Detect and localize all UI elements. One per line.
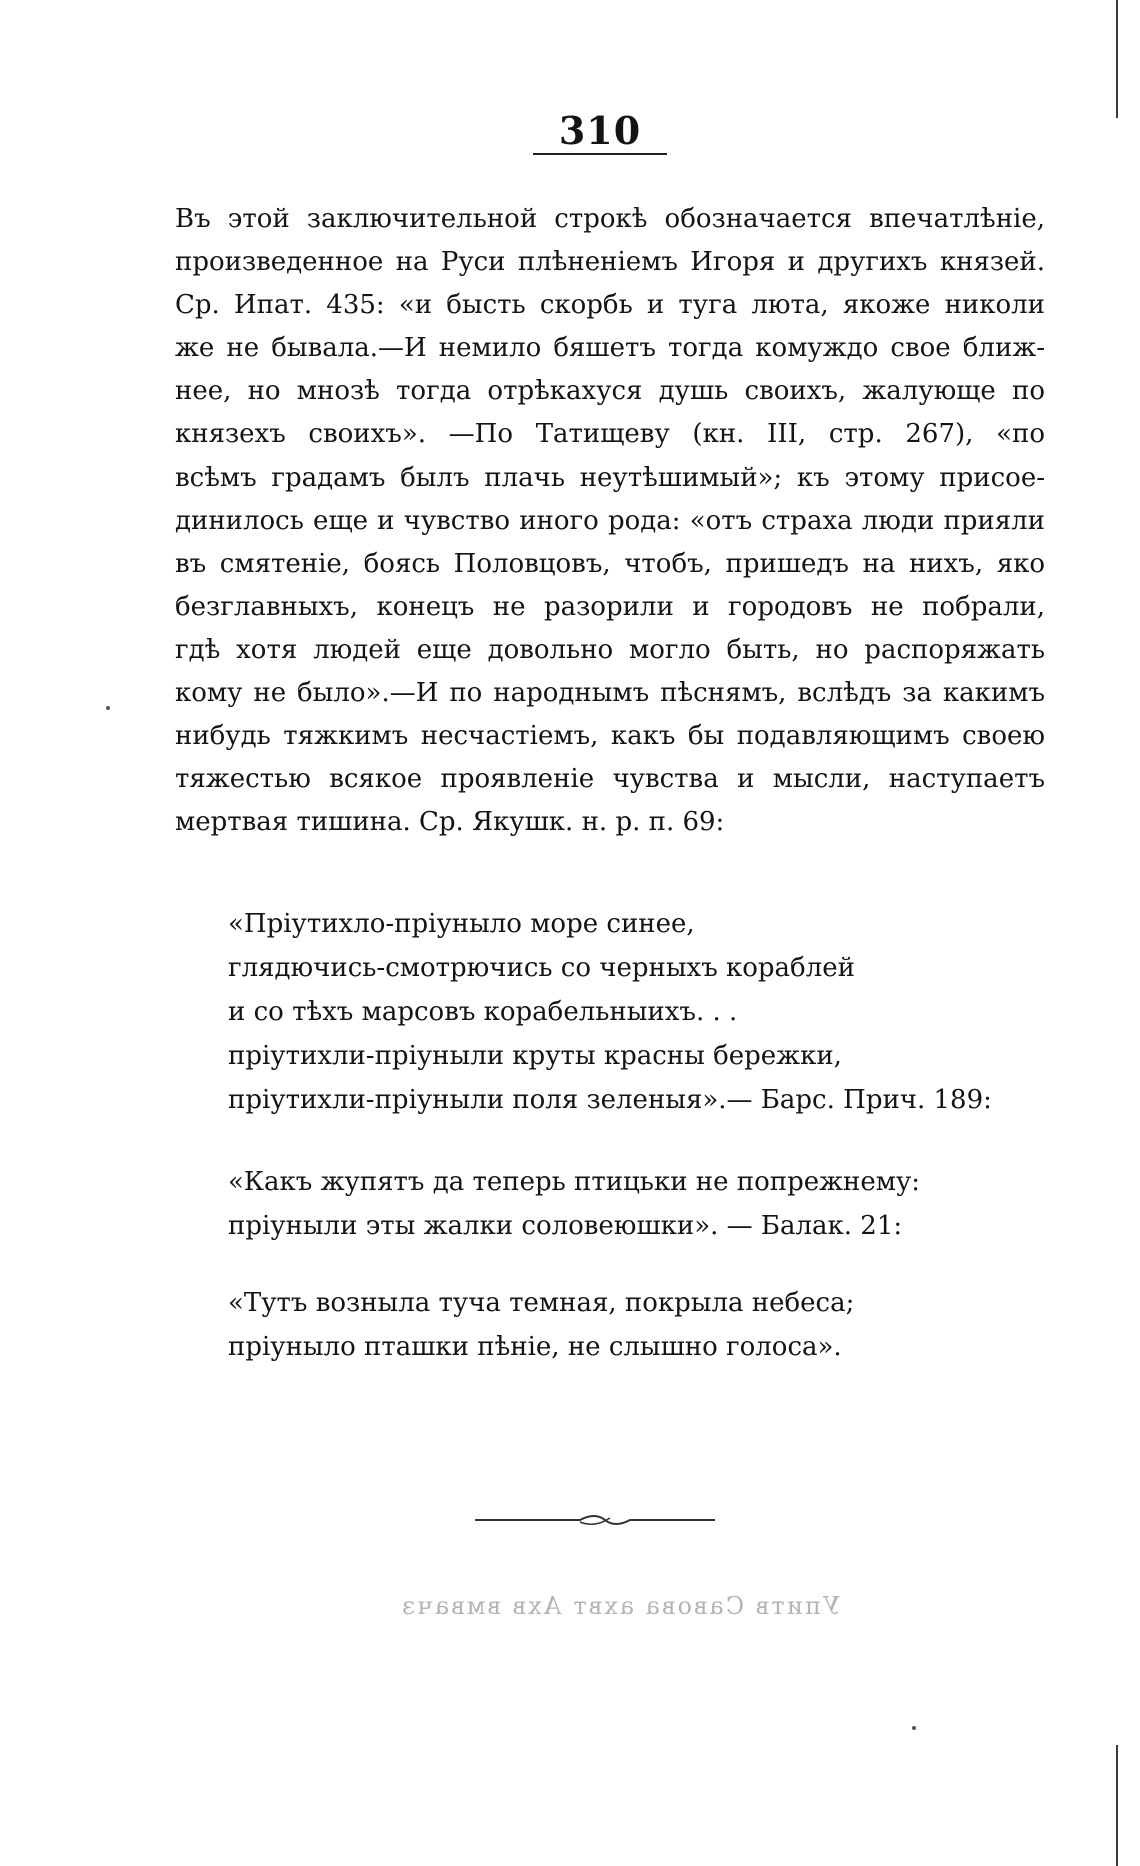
text-line: всѣмъ градамъ былъ плачь неутѣшимый»; къ этому присое- — [175, 462, 1045, 493]
text-line: Ср. Ипат. 435: «и бысть скорбь и туга люта, якоже николи — [175, 290, 1045, 321]
text-line: кому не было».—И по народнымъ пѣснямъ, вслѣдъ за какимъ — [175, 678, 1045, 709]
text-line: мертвая тишина. Ср. Якушк. н. р. п. 69: — [175, 807, 725, 838]
text-line: же не бывала.—И немило бяшетъ тогда комуждо свое ближ- — [175, 333, 1045, 364]
text-line: нибудь тяжкимъ несчастіемъ, какъ бы подавляющимъ своею — [175, 721, 1045, 752]
scan-speck — [106, 706, 110, 710]
page-number-rule — [533, 153, 667, 155]
bleed-through-text: Упитв Савова ахвт Ахв вмвачз — [400, 1592, 840, 1620]
verse-line: пріуныли эты жалки соловеюшки». — Балак. 21: — [228, 1211, 903, 1241]
verse-line: глядючись-смотрючись со черныхъ кораблей — [228, 953, 855, 983]
commentary-paragraph — [175, 198, 1045, 844]
verse-line: и со тѣхъ марсовъ корабельныихъ. . . — [228, 997, 738, 1027]
text-line: нее, но мнозѣ тогда отрѣкахуся душь своихъ, жалующе по — [175, 376, 1045, 407]
folk-song-quote-1 — [228, 902, 1048, 1122]
verse-line: пріутихли-пріуныли круты красны бережки, — [228, 1041, 842, 1071]
section-end-ornament — [470, 1510, 720, 1530]
page-edge-line-bottom — [1116, 1745, 1118, 1866]
verse-line: «Пріутихло-пріуныло море синее, — [228, 909, 695, 939]
text-line: Въ этой заключительной строкѣ обозначается впечатлѣніе, — [175, 204, 1045, 234]
page-edge-line-top — [1116, 0, 1118, 118]
verse-line: «Какъ жупятъ да теперь птицьки не попрежнему: — [228, 1167, 921, 1197]
folk-song-quote-3 — [228, 1281, 1048, 1369]
text-line: динилось еще и чувство иного рода: «отъ страха люди прияли — [175, 505, 1045, 536]
text-line: гдѣ хотя людей еще довольно могло быть, но распоряжать — [175, 634, 1045, 665]
verse-line: пріуныло пташки пѣніе, не слышно голоса». — [228, 1332, 842, 1362]
text-line: князехъ своихъ». —По Татищеву (кн. III, стр. 267), «по — [175, 419, 1045, 450]
verse-line: пріутихли-пріуныли поля зеленыя».— Барс. Прич. 189: — [228, 1085, 992, 1115]
folk-song-quote-2 — [228, 1160, 1048, 1248]
page-number: 310 — [558, 108, 642, 153]
text-line: тяжестью всякое проявленіе чувства и мысли, наступаетъ — [175, 764, 1045, 795]
text-line: въ смятеніе, боясь Половцовъ, чтобъ, пришедъ на нихъ, яко — [175, 548, 1045, 579]
text-line: безглавныхъ, конецъ не разорили и городовъ не побрали, — [175, 591, 1045, 622]
verse-line: «Тутъ возныла туча темная, покрыла небеса; — [228, 1288, 855, 1318]
scan-speck — [912, 1726, 916, 1730]
text-line: произведенное на Руси плѣненіемъ Игоря и другихъ князей. — [175, 247, 1045, 278]
